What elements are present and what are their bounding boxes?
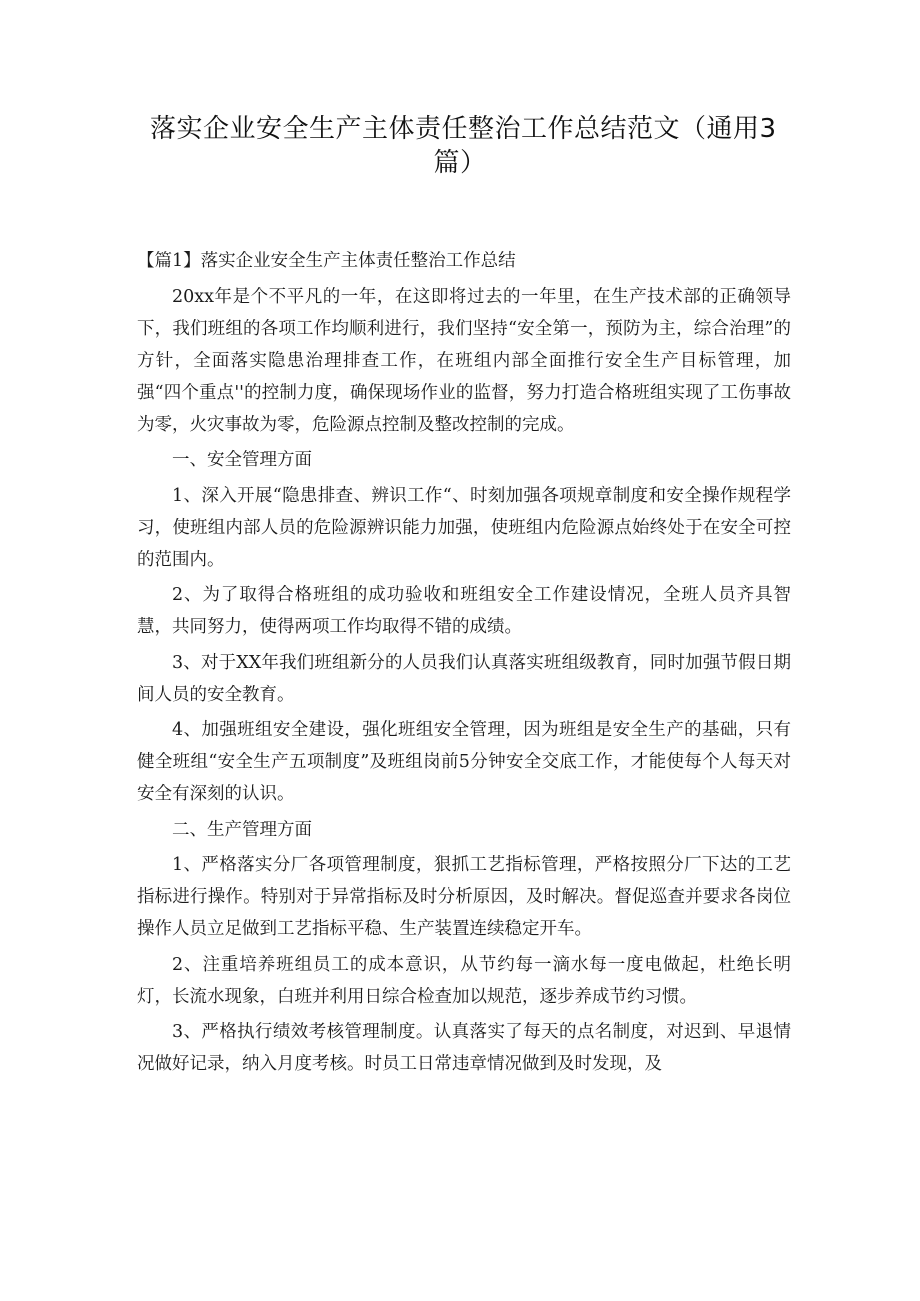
production-item-3: 3、严格执行绩效考核管理制度。认真落实了每天的点名制度，对迟到、早退情况做好记录，纳入月度考核。时员工日常违章情况做到及时发现，及 bbox=[137, 1022, 791, 1074]
safety-item-2: 2、为了取得合格班组的成功验收和班组安全工作建设情况，全班人员齐具智慧，共同努力，使得两项工作均取得不错的成绩。 bbox=[137, 585, 791, 637]
piece-heading: 【篇1】落实企业安全生产主体责任整治工作总结 bbox=[137, 251, 516, 271]
safety-item-1: 1、深入开展“隐患排查、辨识工作“、时刻加强各项规章制度和安全操作规程学习，使班组内部人员的危险源辨识能力加强，使班组内危险源点始终处于在安全可控的范围内。 bbox=[137, 485, 791, 570]
document-body bbox=[137, 245, 791, 1084]
section-heading-safety: 一、安全管理方面 bbox=[172, 450, 312, 470]
safety-item-4: 4、加强班组安全建设，强化班组安全管理，因为班组是安全生产的基础，只有健全班组“安全生产五项制度”及班组岗前5分钟安全交底工作，才能使每个人每天对安全有深刻的认识。 bbox=[137, 720, 791, 804]
production-item-2: 2、注重培养班组员工的成本意识，从节约每一滴水每一度电做起，杜绝长明灯，长流水现象，白班并利用日综合检查加以规范，逐步养成节约习惯。 bbox=[137, 954, 791, 1007]
intro-paragraph: 20xx年是个不平凡的一年，在这即将过去的一年里，在生产技术部的正确领导下，我们班组的各项工作均顺利进行，我们坚持“安全第一，预防为主，综合治理”的方针，全面落实隐患治理排查工作，在班组内部全面推行安全生产目标管理，加强“四个重点''的控制力度，确保现场作业的监督，努力打造合格班组实现了工伤事故为零，火灾事故为零，危险源点控制及整改控制的完成。 bbox=[137, 286, 791, 435]
production-item-1: 1、严格落实分厂各项管理制度，狠抓工艺指标管理，严格按照分厂下达的工艺指标进行操作。特别对于异常指标及时分析原因，及时解决。督促巡查并要求各岗位操作人员立足做到工艺指标平稳、生产装置连续稳定开车。 bbox=[137, 855, 791, 939]
section-heading-production: 二、生产管理方面 bbox=[172, 819, 312, 840]
safety-item-3: 3、对于XX年我们班组新分的人员我们认真落实班组级教育，同时加强节假日期间人员的安全教育。 bbox=[137, 652, 791, 705]
document-title-line-1: 落实企业安全生产主体责任整治工作总结范文（通用3 bbox=[150, 114, 777, 144]
document-title bbox=[150, 112, 777, 180]
document-title-line-2: 篇） bbox=[433, 148, 487, 178]
